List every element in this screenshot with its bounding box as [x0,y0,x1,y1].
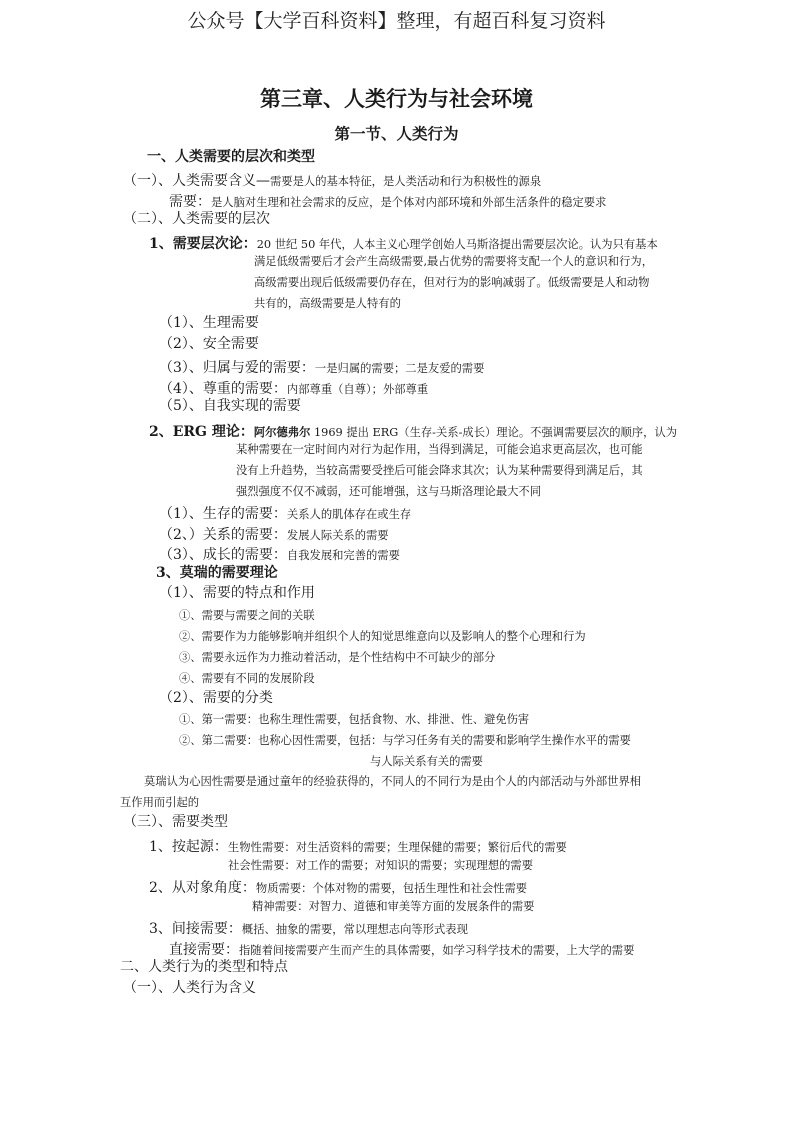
growth-text: 自我发展和完善的需要 [286,549,400,562]
heading-needs-levels-types: 一、人类需要的层次和类型 [147,149,315,165]
murray-class-1: ①、第一需要：也称生理性需要，包括食物、水、排泄、性、避免伤害 [179,713,530,726]
murray-paragraph-1: 莫瑞认为心因性需要是通过童年的经验获得的，不同人的不同行为是由个人的内部活动与外部世界相 [144,775,642,788]
belonging-text: 一是归属的需要；二是友爱的需要 [314,362,485,375]
maslow-item-self-actualization: （5）、自我实现的需要 [159,398,301,414]
heading-murray-theory: 3、莫瑞的需要理论 [156,565,278,581]
type-by-object [149,877,527,898]
object-text-spiritual: 精神需要：对智力、道德和审美等方面的发展条件的需要 [252,900,535,913]
chapter-title: 第三章、人类行为与社会环境 [260,86,533,111]
esteem-text: 内部尊重（自尊）；外部尊重 [286,383,429,396]
type-by-origin [149,836,567,857]
origin-text-social: 社会性需要：对工作的需要；对知识的需要；实现理想的需要 [228,859,534,872]
type-direct [169,939,634,960]
murray-classification-heading: （2）、需要的分类 [159,690,273,706]
heading-needs-hierarchy: （二）、人类需要的层次 [123,211,270,227]
direct-label: 直接需要： [169,942,239,958]
esteem-label: （4）、尊重的需要： [159,381,287,397]
erg-author: 阿尔德弗尔 [253,425,311,439]
existence-label: （1）、生存的需要： [159,506,287,522]
relatedness-label: （2、）关系的需要： [159,527,287,543]
origin-text: 生物性需要：对生活资料的需要；生理保健的需要；繁衍后代的需要 [227,841,567,854]
existence-text: 关系人的肌体存在或生存 [286,508,412,521]
murray-class-2: ②、第二需要：也称心因性需要，包括：与学习任务有关的需要和影响学生操作水平的需要 [179,734,631,747]
maslow-text-1: 20 世纪 50 年代，人本主义心理学创始人马斯洛提出需要层次论。认为只有基本 [256,238,658,251]
murray-class-2-cont: 与人际关系有关的需要 [370,755,483,768]
indirect-text: 概括、抽象的需要，常以理想志向等形式表现 [241,923,468,936]
maslow-text-3: 高级需要出现后低级需要仍存在，但对行为的影响减弱了。低级需要是人和动物 [254,276,650,289]
erg-text-3: 没有上升趋势，当较高需要受挫后可能会降求其次；认为某种需要得到满足后，其 [236,464,643,477]
erg-text-4: 强烈强度不仅不减弱，还可能增强，这与马斯洛理论最大不同 [236,485,542,498]
erg-label: 2、ERG 理论： [149,424,254,440]
maslow-text-4: 共有的，高级需要是人特有的 [254,297,401,310]
page-header: 公众号【大学百科资料】整理，有超百科复习资料 [187,10,606,32]
erg-item-growth [159,544,400,565]
need-definition-label: 需要： [169,194,211,210]
murray-feature-2: ②、需要作为力能够影响并组织个人的知觉思维意向以及影响人的整个心理和行为 [179,630,586,643]
origin-label: 1、按起源： [149,839,228,855]
maslow-item-physiological: （1）、生理需要 [159,315,259,331]
murray-feature-4: ④、需要有不同的发展阶段 [179,672,315,685]
relatedness-text: 发展人际关系的需要 [286,529,389,542]
object-text: 物质需要：个体对物的需要，包括生理性和社会性需要 [255,882,528,895]
type-indirect [149,918,468,939]
belonging-label: （3）、归属与爱的需要： [159,360,315,376]
direct-text: 指随着间接需要产生而产生的具体需要，如学习科学技术的需要，上大学的需要 [239,944,635,957]
erg-item-relatedness [159,524,389,545]
murray-feature-1: ①、需要与需要之间的关联 [179,609,315,622]
heading-need-types: （三）、需要类型 [123,814,228,830]
line-erg-1 [149,421,677,442]
maslow-item-esteem [159,378,428,399]
need-meaning-label: （一）、人类需要含义— [123,173,270,189]
erg-item-existence [159,503,411,524]
need-meaning-text: 需要是人的基本特征，是人类活动和行为积极性的源泉 [270,175,542,188]
line-maslow-1 [149,233,658,254]
maslow-label: 1、需要层次论： [149,236,257,252]
growth-label: （3）、成长的需要： [159,547,287,563]
erg-text-1: 1969 提出 ERG（生存-关系-成长）理论。不强调需要层次的顺序，认为 [310,426,678,439]
maslow-item-safety: （2）、安全需要 [159,336,259,352]
line-need-definition [169,191,606,212]
maslow-text-2: 满足低级需要后才会产生高级需要,最占优势的需要将支配一个人的意识和行为， [254,255,653,268]
section-title: 第一节、人类行为 [334,124,459,143]
murray-paragraph-2: 互作用而引起的 [120,796,200,809]
heading-behavior-types: 二、人类行为的类型和特点 [120,959,288,975]
line-need-meaning [123,170,541,191]
maslow-item-belonging [159,357,484,378]
erg-text-2: 某种需要在一定时间内对行为起作用，当得到满足，可能会追求更高层次，也可能 [236,443,643,456]
murray-features-heading: （1）、需要的特点和作用 [159,585,315,601]
need-definition-text: 是人脑对生理和社会需求的反应，是个体对内部环境和外部生活条件的稳定要求 [211,196,607,209]
indirect-label: 3、间接需要： [149,921,242,937]
object-label: 2、从对象角度： [149,880,256,896]
murray-feature-3: ③、需要永远作为力推动着活动，是个性结构中不可缺少的部分 [179,651,496,664]
heading-behavior-meaning: （一）、人类行为含义 [123,980,256,996]
